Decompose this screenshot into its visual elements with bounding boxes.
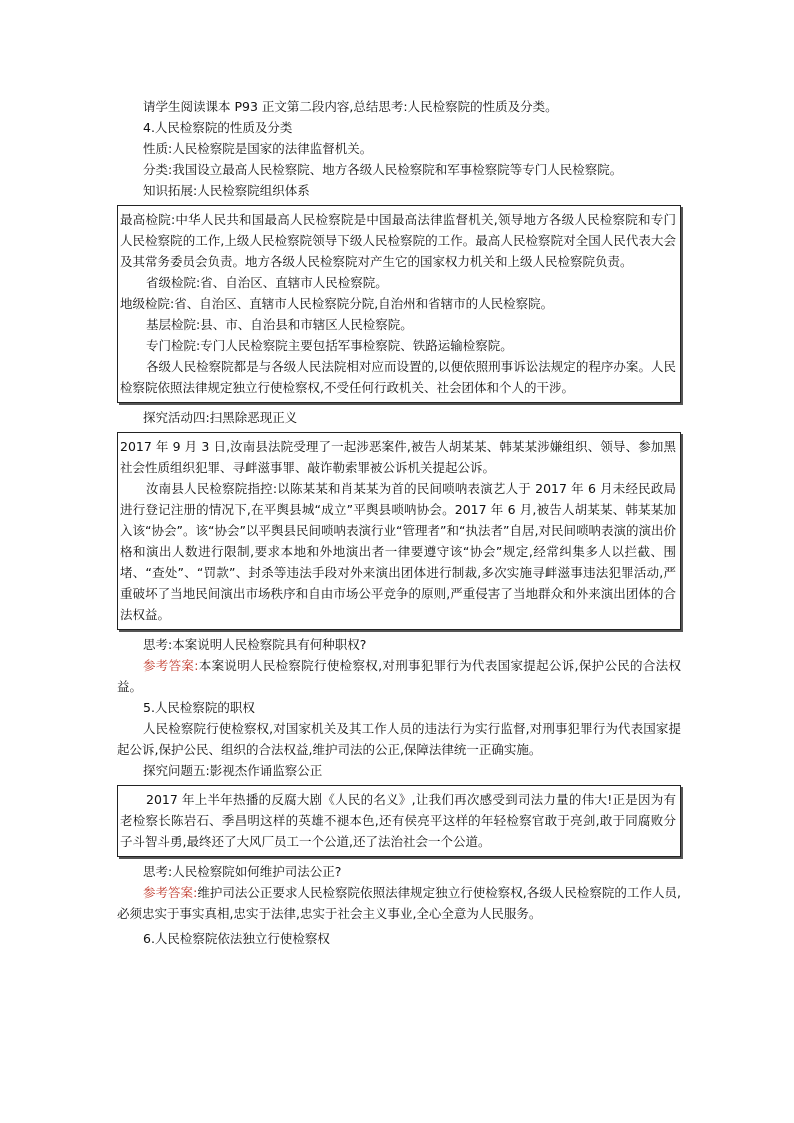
case-paragraph-2: 汝南县人民检察院指控:以陈某某和肖某某为首的民间唢呐表演艺人于 2017 年 6 月未经民政局进行登记注册的情况下,在平舆县城“成立”平舆县唢呐协会。2017 年 6 月,被告人胡某某、韩某某加入该“协会”。该“协会”以平舆县民间唢呐表演行业“管理者”和“执法者”自居,对民间唢呐表演的演出价格和演出人数进行限制,要求本地和外地演出者一律要遵守该“协会”规定,经常纠集多人以拦截、围堵、“查处”、“罚款”、封杀等违法手段对外来演出团体进行制裁,多次实施寻衅滋事违法犯罪活动,严重破坏了当地民间演出市场秩序和自由市场公平竞争的原则,严重侵害了当地群众和外来演出团体的合法权益。 — [120, 481, 676, 622]
box1-special: 专门检院:专门人民检察院主要包括军事检察院、铁路运输检察院。 — [146, 338, 513, 353]
box1-provincial: 省级检院:省、自治区、直辖市人民检察院。 — [146, 275, 388, 290]
case-paragraph-1: 2017 年 9 月 3 日,汝南县法院受理了一起涉恶案件,被告人胡某某、韩某某涉嫌组织、领导、参加黑社会性质组织犯罪、寻衅滋事罪、敲诈勒索罪被公诉机关提起公诉。 — [120, 439, 676, 475]
section-4-category: 分类:我国设立最高人民检察院、地方各级人民检察院和军事检察院等专门人民检察院。 — [143, 162, 623, 177]
answer-5-label: 参考答案: — [143, 885, 198, 900]
answer-4 — [117, 655, 681, 697]
document-page — [117, 96, 681, 949]
section-5-title: 5.人民检察院的职权 — [143, 700, 255, 715]
activity-5-title: 探究问题五:影视杰作诵监察公正 — [143, 763, 323, 778]
drama-box — [117, 785, 681, 857]
case-box — [117, 432, 681, 630]
answer-4-label: 参考答案: — [143, 658, 199, 673]
section-4-title: 4.人民检察院的性质及分类 — [143, 120, 293, 135]
section-6-title: 6.人民检察院依法独立行使检察权 — [143, 931, 330, 946]
knowledge-extension-title: 知识拓展:人民检察院组织体系 — [143, 183, 310, 198]
procuratorate-system-box — [117, 205, 681, 403]
drama-paragraph: 2017 年上半年热播的反腐大剧《人民的名义》,让我们再次感受到司法力量的伟大!正是因为有老检察长陈岩石、季昌明这样的英雄不褪本色,还有侯亮平这样的年轻检察官敢于亮剑,敢于同腐败分子斗智斗勇,最终还了大风厂员工一个公道,还了法治社会一个公道。 — [120, 792, 676, 849]
question-5: 思考:人民检察院如何维护司法公正? — [143, 864, 342, 879]
answer-4-text: 本案说明人民检察院行使检察权,对刑事犯罪行为代表国家提起公诉,保护公民的合法权益。 — [117, 658, 681, 694]
question-4: 思考:本案说明人民检察院具有何种职权? — [143, 637, 367, 652]
intro-text: 请学生阅读课本 P93 正文第二段内容,总结思考:人民检察院的性质及分类。 — [143, 99, 558, 114]
section-5-text: 人民检察院行使检察权,对国家机关及其工作人员的违法行为实行监督,对刑事犯罪行为代表国家提起公诉,保护公民、组织的合法权益,维护司法的公正,保障法律统一正确实施。 — [117, 721, 681, 757]
answer-5-text: 维护司法公正要求人民检察院依照法律规定独立行使检察权,各级人民检察院的工作人员,必须忠实于事实真相,忠实于法律,忠实于社会主义事业,全心全意为人民服务。 — [117, 885, 681, 921]
box1-summary: 各级人民检察院都是与各级人民法院相对应而设置的,以便依照刑事诉讼法规定的程序办案。人民检察院依照法律规定独立行使检察权,不受任何行政机关、社会团体和个人的干涉。 — [120, 359, 676, 395]
box1-basic: 基层检院:县、市、自治县和市辖区人民检察院。 — [146, 317, 413, 332]
section-4-nature: 性质:人民检察院是国家的法律监督机关。 — [143, 141, 373, 156]
answer-5 — [117, 882, 681, 924]
activity-4-title: 探究活动四:扫黑除恶现正义 — [143, 410, 298, 425]
box1-prefecture: 地级检院:省、自治区、直辖市人民检察院分院,自治州和省辖市的人民检察院。 — [120, 296, 554, 311]
box1-supreme: 最高检院:中华人民共和国最高人民检察院是中国最高法律监督机关,领导地方各级人民检察院和专门人民检察院的工作,上级人民检察院领导下级人民检察院的工作。最高人民检察院对全国人民代表大会及其常务委员会负责。地方各级人民检察院对产生它的国家权力机关和上级人民检察院负责。 — [120, 212, 676, 269]
